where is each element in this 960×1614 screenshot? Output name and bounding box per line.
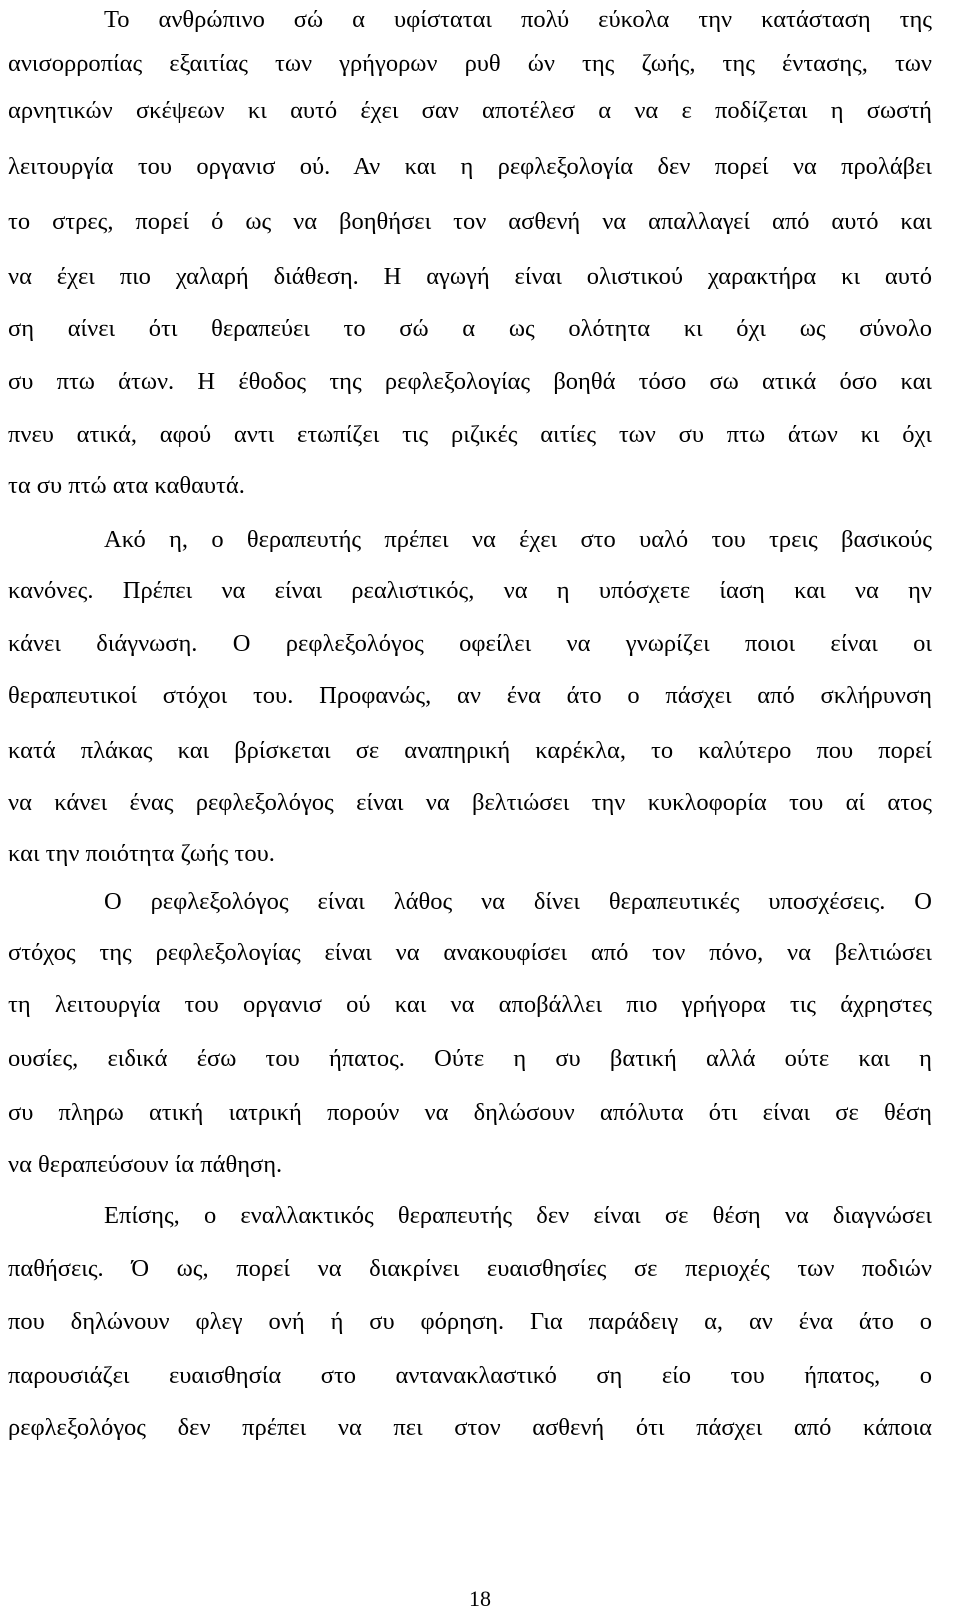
text-line: Ο ρεφλεξολόγος είναι λάθος να δίνει θεραπευτικές υποσχέσεις. Ο bbox=[104, 888, 932, 915]
text-line: το στρες, πορεί ό ως να βοηθήσει τον ασθενή να απαλλαγεί από αυτό και bbox=[8, 208, 932, 235]
text-line: Επίσης, ο εναλλακτικός θεραπευτής δεν είναι σε θέση να διαγνώσει bbox=[104, 1202, 932, 1229]
text-line: ρεφλεξολόγος δεν πρέπει να πει στον ασθενή ότι πάσχει από κάποια bbox=[8, 1414, 932, 1441]
text-line: ανισορροπίας εξαιτίας των γρήγορων ρυθ ών της ζωής, της έντασης, των bbox=[8, 50, 932, 77]
text-line: και την ποιότητα ζωής του. bbox=[8, 840, 275, 867]
text-line: αρνητικών σκέψεων κι αυτό έχει σαν αποτέλεσ α να ε ποδίζεται η σωστή bbox=[8, 97, 932, 124]
page-number: 18 bbox=[469, 1586, 491, 1611]
text-line: που δηλώνουν φλεγ ονή ή συ φόρηση. Για παράδειγ α, αν ένα άτο ο bbox=[8, 1308, 932, 1335]
text-line: στόχος της ρεφλεξολογίας είναι να ανακουφίσει από τον πόνο, να βελτιώσει bbox=[8, 939, 932, 966]
text-line: να κάνει ένας ρεφλεξολόγος είναι να βελτιώσει την κυκλοφορία του αί ατος bbox=[8, 789, 932, 816]
text-line: Το ανθρώπινο σώ α υφίσταται πολύ εύκολα την κατάσταση της bbox=[104, 6, 932, 33]
text-line: κατά πλάκας και βρίσκεται σε αναπηρική καρέκλα, το καλύτερο που πορεί bbox=[8, 737, 932, 764]
text-line: κάνει διάγνωση. Ο ρεφλεξολόγος οφείλει να γνωρίζει ποιοι είναι οι bbox=[8, 630, 932, 657]
text-line: συ πληρω ατική ιατρική πορούν να δηλώσουν απόλυτα ότι είναι σε θέση bbox=[8, 1099, 932, 1126]
text-line: να θεραπεύσουν ία πάθηση. bbox=[8, 1151, 283, 1178]
text-line: πνευ ατικά, αφού αντι ετωπίζει τις ριζικές αιτίες των συ πτω άτων κι όχι bbox=[8, 421, 932, 448]
text-line: τα συ πτώ ατα καθαυτά. bbox=[8, 472, 245, 499]
text-line: λειτουργία του οργανισ ού. Αν και η ρεφλεξολογία δεν πορεί να προλάβει bbox=[8, 153, 932, 180]
text-line: θεραπευτικοί στόχοι του. Προφανώς, αν ένα άτο ο πάσχει από σκλήρυνση bbox=[8, 682, 932, 709]
text-line: ση αίνει ότι θεραπεύει το σώ α ως ολότητα κι όχι ως σύνολο bbox=[8, 315, 932, 342]
text-line: παρουσιάζει ευαισθησία στο αντανακλαστικό ση είο του ήπατος, ο bbox=[8, 1362, 932, 1389]
text-line: τη λειτουργία του οργανισ ού και να αποβάλλει πιο γρήγορα τις άχρηστες bbox=[8, 991, 932, 1018]
text-line: παθήσεις. Ό ως, πορεί να διακρίνει ευαισθησίες σε περιοχές των ποδιών bbox=[8, 1255, 932, 1282]
text-line: ουσίες, ειδικά έσω του ήπατος. Ούτε η συ βατική αλλά ούτε και η bbox=[8, 1045, 932, 1072]
text-line: κανόνες. Πρέπει να είναι ρεαλιστικός, να η υπόσχετε ίαση και να ην bbox=[8, 577, 932, 604]
text-line: Ακό η, ο θεραπευτής πρέπει να έχει στο υαλό του τρεις βασικούς bbox=[104, 526, 932, 553]
text-line: συ πτω άτων. Η έθοδος της ρεφλεξολογίας βοηθά τόσο σω ατικά όσο και bbox=[8, 368, 932, 395]
text-line: να έχει πιο χαλαρή διάθεση. Η αγωγή είναι ολιστικού χαρακτήρα κι αυτό bbox=[8, 263, 932, 290]
